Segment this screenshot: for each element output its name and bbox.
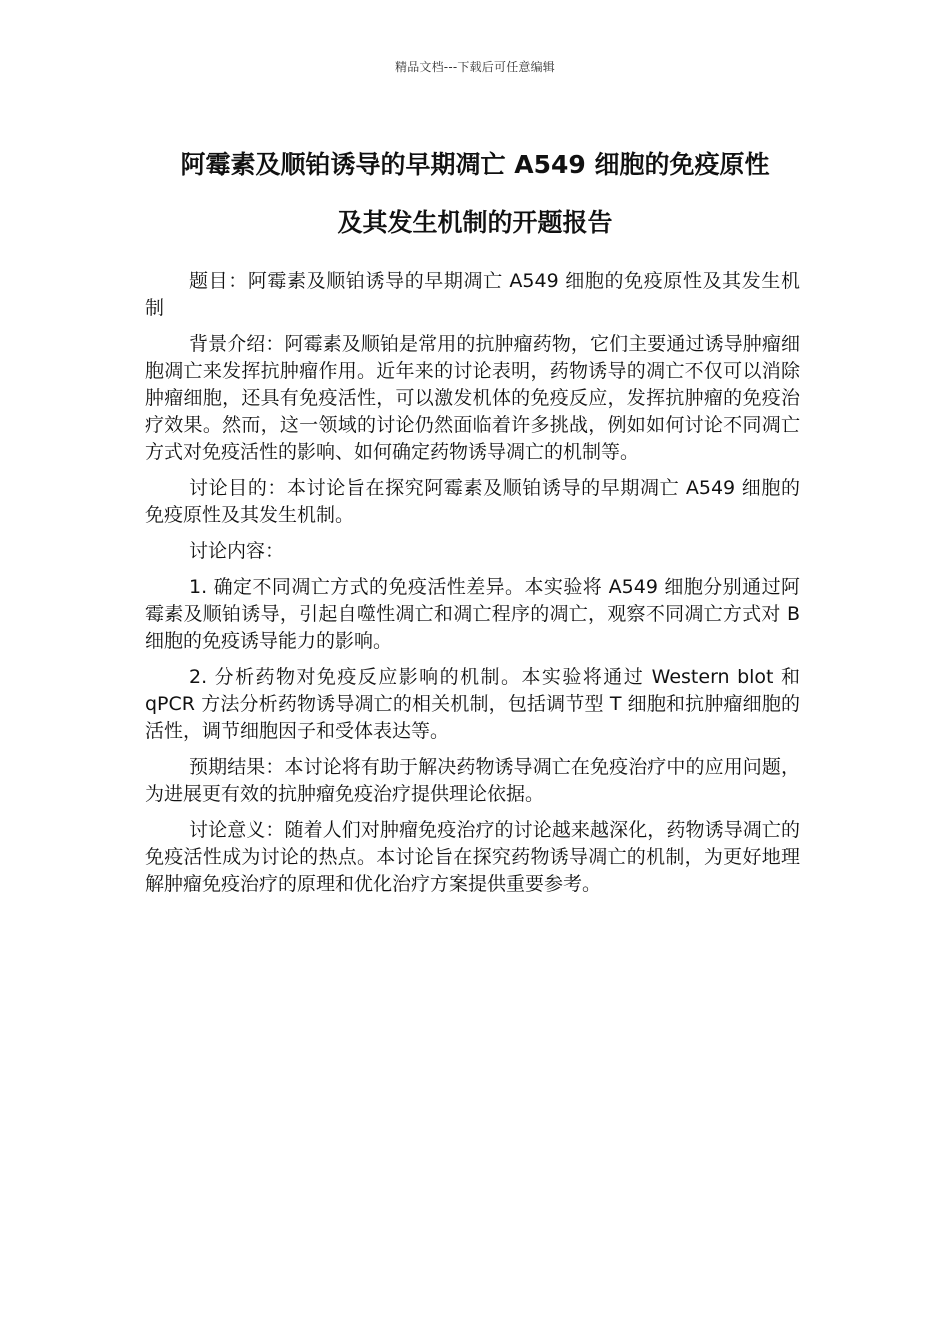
paragraph-significance: 讨论意义：随着人们对肿瘤免疫治疗的讨论越来越深化，药物诱导凋亡的免疫活性成为讨论的热点。本讨论旨在探究药物诱导凋亡的机制，为更好地理解肿瘤免疫治疗的原理和优化治疗方案提供重要参考。: [145, 819, 800, 895]
paragraph-content-heading: 讨论内容：: [189, 540, 285, 562]
document-body: [145, 268, 800, 907]
header-note: 精品文档---下载后可任意编辑: [395, 60, 555, 74]
title-line-1: 阿霉素及顺铂诱导的早期凋亡 A549 细胞的免疫原性: [180, 150, 770, 179]
paragraph-content-item-1: 1. 确定不同凋亡方式的免疫活性差异。本实验将 A549 细胞分别通过阿霉素及顺铂诱导，引起自噬性凋亡和凋亡程序的凋亡，观察不同凋亡方式对 B 细胞的免疫诱导能力的影响。: [145, 576, 800, 652]
paragraph-expected-results: 预期结果：本讨论将有助于解决药物诱导凋亡在免疫治疗中的应用问题，为进展更有效的抗肿瘤免疫治疗提供理论依据。: [145, 756, 800, 805]
paragraph-content-item-2: 2. 分析药物对免疫反应影响的机制。本实验将通过 Western blot 和 qPCR 方法分析药物诱导凋亡的相关机制，包括调节型 T 细胞和抗肿瘤细胞的活性，调节细胞因子和受体表达等。: [145, 666, 800, 742]
paragraph-topic: 题目：阿霉素及顺铂诱导的早期凋亡 A549 细胞的免疫原性及其发生机制: [145, 270, 800, 319]
paragraph-background: 背景介绍：阿霉素及顺铂是常用的抗肿瘤药物，它们主要通过诱导肿瘤细胞凋亡来发挥抗肿瘤作用。近年来的讨论表明，药物诱导的凋亡不仅可以消除肿瘤细胞，还具有免疫活性，可以激发机体的免疫反应，发挥抗肿瘤的免疫治疗效果。然而，这一领域的讨论仍然面临着许多挑战，例如如何讨论不同凋亡方式对免疫活性的影响、如何确定药物诱导凋亡的机制等。: [145, 333, 800, 463]
title-line-2: 及其发生机制的开题报告: [337, 208, 613, 237]
document-title: [120, 136, 830, 252]
paragraph-purpose: 讨论目的：本讨论旨在探究阿霉素及顺铂诱导的早期凋亡 A549 细胞的免疫原性及其发生机制。: [145, 477, 800, 526]
